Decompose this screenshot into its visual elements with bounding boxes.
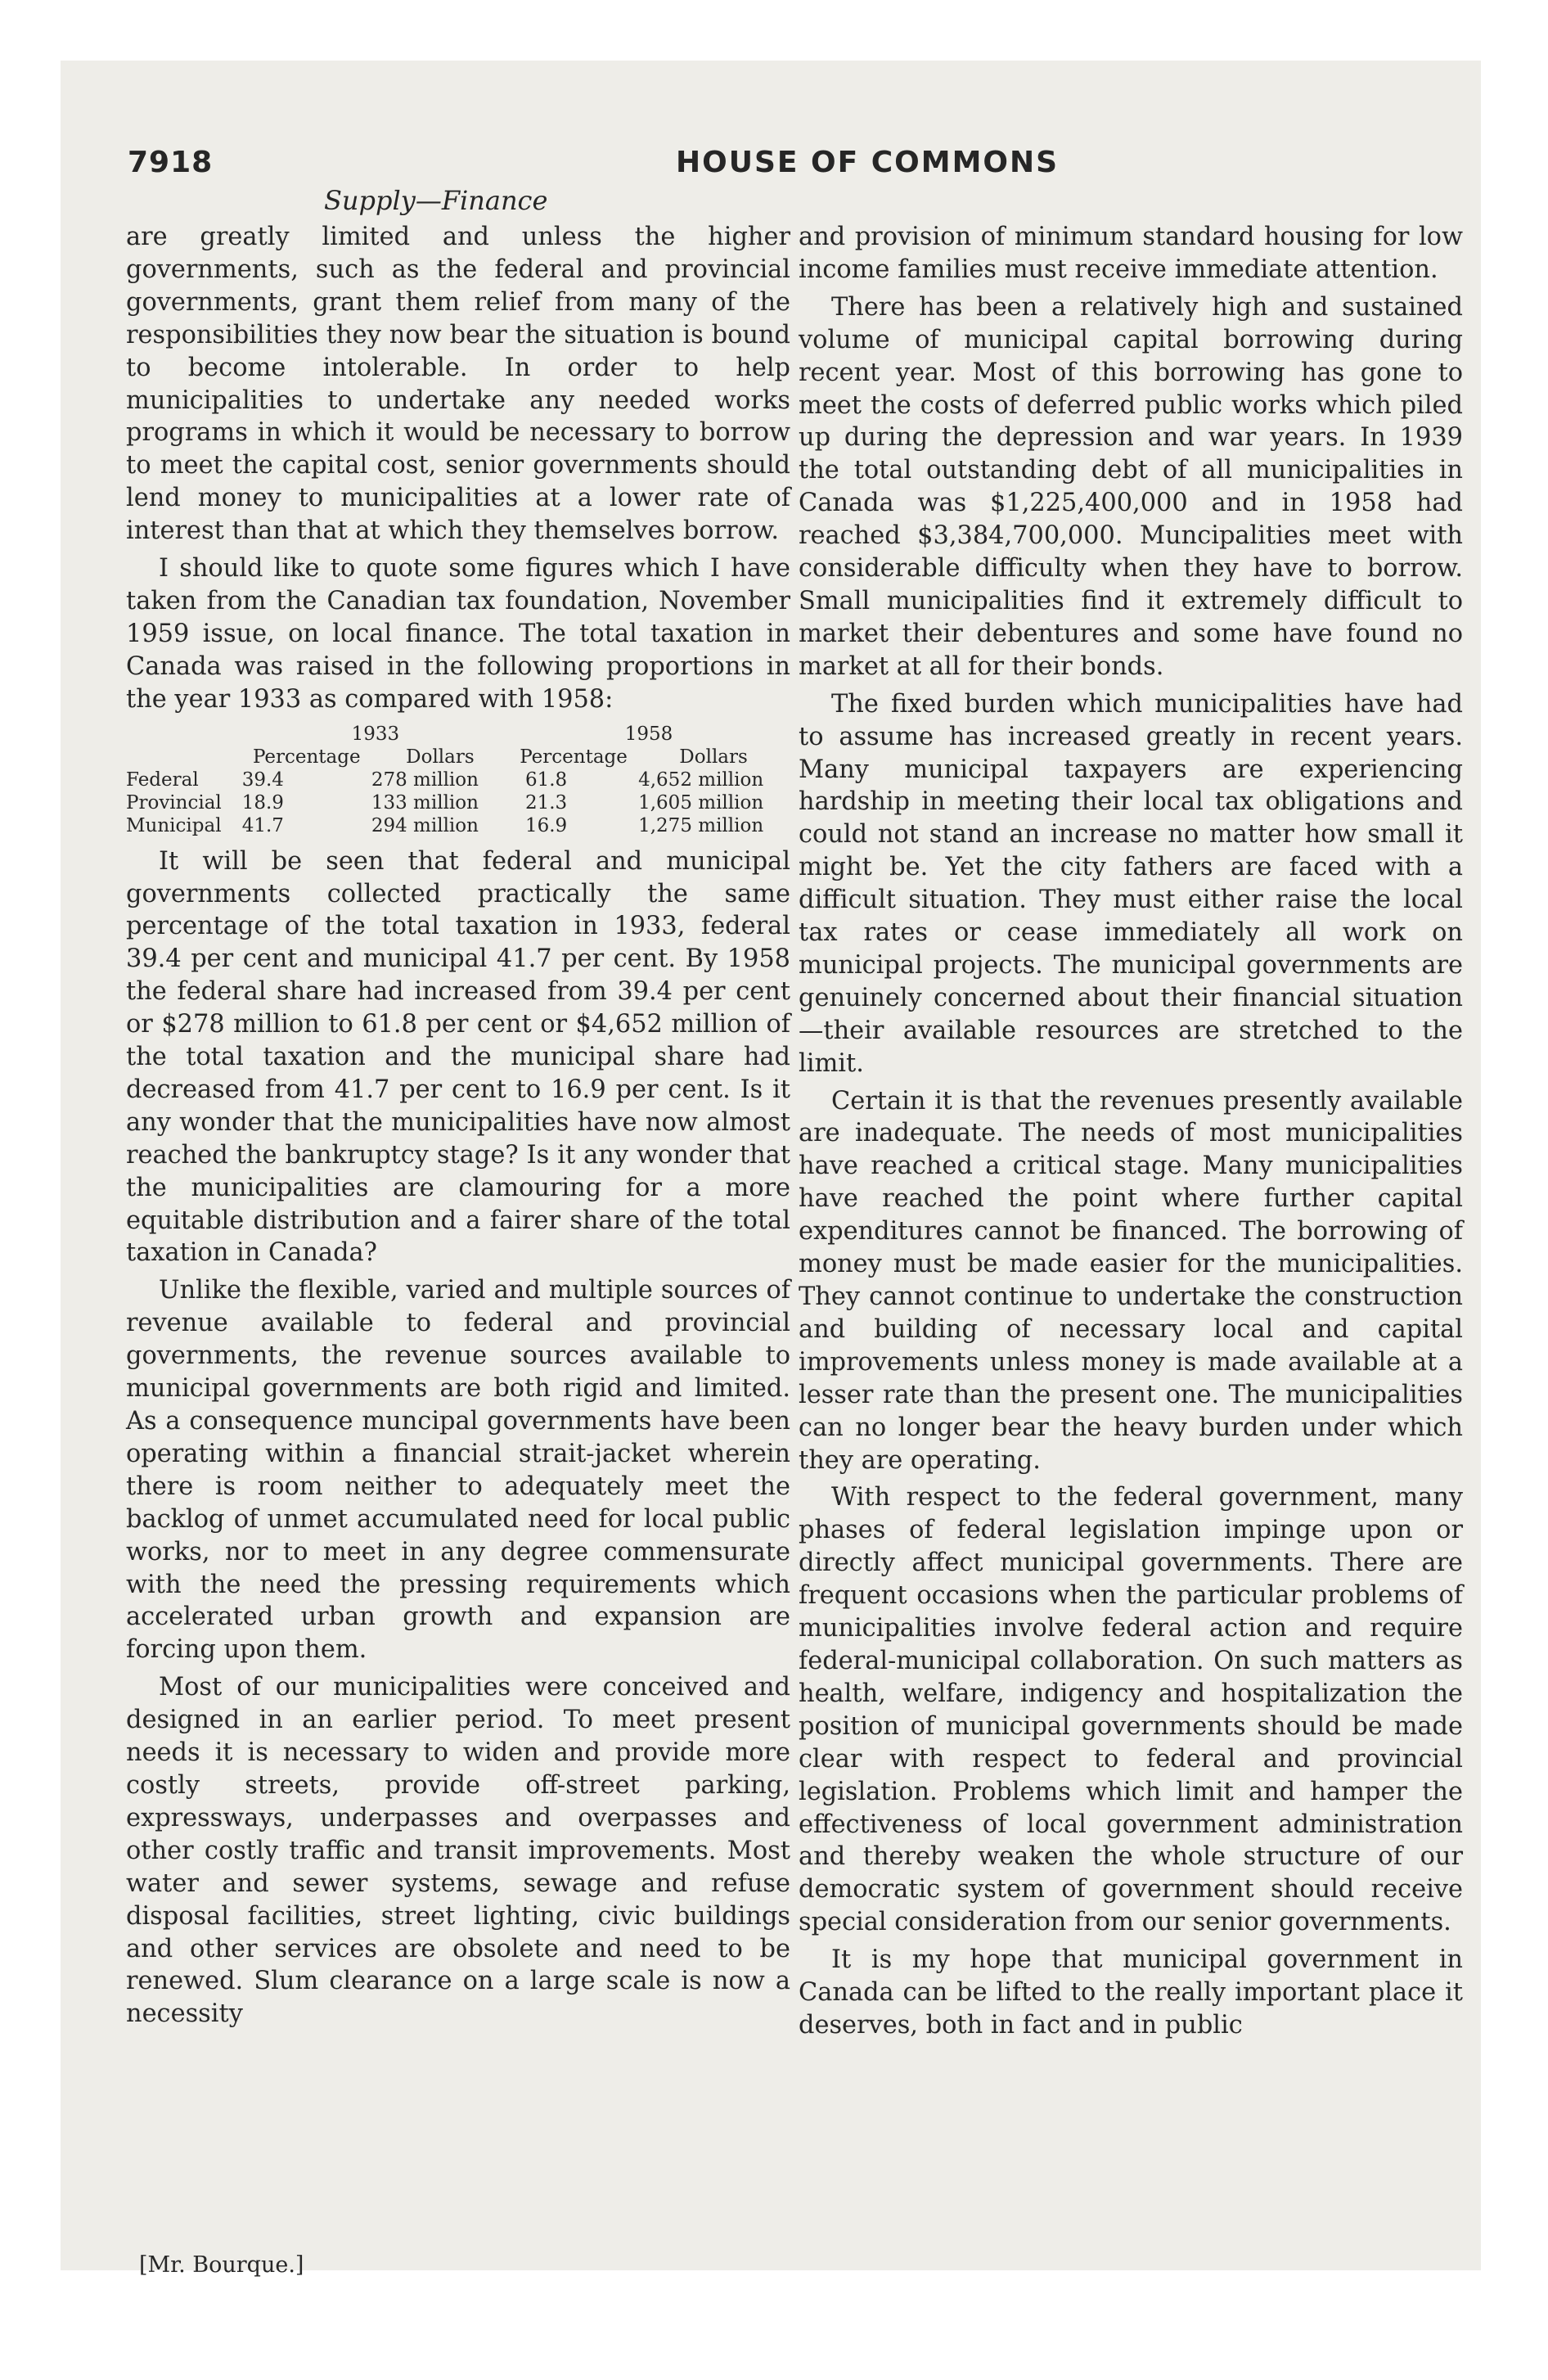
cell: 21.3 bbox=[524, 791, 568, 814]
paragraph: There has been a relatively high and sustained volume of municipal capital borrowing during recent year. Most of this borrowing has gone to meet the costs of deferred public works which piled up during the depression and war years. In 1939 the total outstanding debt of all municipalities in Canada was $1,225,400,000 and in 1958 had reached $3,384,700,000. Muncipalities meet with considerable difficulty when they have to borrow. Small municipalities find it extremely difficult to market their debentures and some have found no market at all for their bonds. bbox=[799, 292, 1463, 681]
cell: 133 million bbox=[371, 791, 479, 814]
row-label: Provincial bbox=[126, 791, 222, 814]
taxation-table bbox=[126, 723, 789, 837]
paragraph: The fixed burden which municipalities have had to assume has increased greatly in recent years. Many municipal taxpayers are experiencing hardship in meeting their local tax obligations and could not stand an increase no matter how small it might be. Yet the city fathers are faced with a difficult situation. They must either raise the local tax rates or cease immediately all work on municipal projects. The municipal governments are genuinely concerned about their financial situation—their available resources are stretched to the limit. bbox=[799, 689, 1463, 1078]
right-column bbox=[799, 221, 1463, 2042]
cell: 1,275 million bbox=[638, 814, 764, 836]
left-column bbox=[126, 221, 790, 2031]
paragraph: Most of our municipalities were conceived and designed in an earlier period. To meet present needs it is necessary to widen and provide more costly streets, provide off-street parking, expressways, underpasses and overpasses and other costly traffic and transit improvements. Most water and sewer systems, sewage and refuse disposal facilities, street lighting, civic buildings and other services are obsolete and need to be renewed. Slum clearance on a large scale is now a necessity bbox=[126, 1673, 790, 2029]
paragraph: Certain it is that the revenues presently available are inadequate. The needs of most municipalities have reached a critical stage. Many municipalities have reached the point where further capital expenditures cannot be financed. The borrowing of money must be made easier for the municipalities. They cannot continue to undertake the construction and building of necessary local and capital improvements unless money is made available at a lesser rate than the present one. The municipalities can no longer bear the heavy burden under which they are operating. bbox=[799, 1086, 1463, 1475]
cell: 41.7 bbox=[241, 814, 284, 836]
paragraph: and provision of minimum standard housing for low income families must receive immediate attention. bbox=[799, 223, 1463, 284]
column-header: Dollars bbox=[406, 746, 475, 768]
scanned-page bbox=[61, 61, 1481, 2278]
cell: 278 million bbox=[371, 769, 479, 791]
paragraph: It is my hope that municipal government in Canada can be lifted to the really important place it deserves, both in fact and in public bbox=[799, 1945, 1463, 2040]
cell: 61.8 bbox=[524, 769, 568, 791]
cell: 18.9 bbox=[241, 791, 284, 814]
cell: 294 million bbox=[371, 814, 479, 836]
year-1958: 1958 bbox=[624, 723, 673, 745]
paragraph: Unlike the flexible, varied and multiple sources of revenue available to federal and provincial governments, the revenue sources available to municipal governments are both rigid and limited. As a consequence muncipal governments have been operating within a financial strait-jacket wherein there is room neither to adequately meet the backlog of unmet accumulated need for local public works, nor to meet in any degree commensurate with the need the pressing requirements which accelerated urban growth and expansion are forcing upon them. bbox=[126, 1276, 790, 1665]
table-year-row bbox=[126, 723, 789, 746]
cell: 39.4 bbox=[241, 769, 284, 791]
paragraph: I should like to quote some figures which I have taken from the Canadian tax foundation, November 1959 issue, on local finance. The total taxation in Canada was raised in the following proportions in the year 1933 as compared with 1958: bbox=[126, 554, 790, 714]
year-1933: 1933 bbox=[351, 723, 400, 745]
table-row bbox=[126, 769, 789, 791]
table-header-row bbox=[126, 746, 789, 769]
page-number: 7918 bbox=[128, 146, 214, 179]
page-header bbox=[128, 146, 1420, 195]
cell: 4,652 million bbox=[638, 769, 764, 791]
speaker-note: [Mr. Bourque.] bbox=[139, 2252, 304, 2278]
column-header: Percentage bbox=[252, 746, 361, 768]
running-title: HOUSE OF COMMONS bbox=[676, 146, 1060, 179]
cell: 16.9 bbox=[524, 814, 568, 836]
section-title: Supply—Finance bbox=[324, 185, 548, 216]
row-label: Federal bbox=[126, 769, 199, 791]
paragraph: are greatly limited and unless the higher governments, such as the federal and provincial governments, grant them relief from many of the responsibilities they now bear the situation is bound to become intolerable. In order to help municipalities to undertake any needed works programs in which it would be necessary to borrow to meet the capital cost, senior governments should lend money to municipalities at a lower rate of interest than that at which they themselves borrow. bbox=[126, 223, 790, 546]
cell: 1,605 million bbox=[638, 791, 764, 814]
table-row bbox=[126, 814, 789, 837]
paragraph: It will be seen that federal and municipal governments collected practically the same percentage of the total taxation in 1933, federal 39.4 per cent and municipal 41.7 per cent. By 1958 the federal share had increased from 39.4 per cent or $278 million to 61.8 per cent or $4,652 million of the total taxation and the municipal share had decreased from 41.7 per cent to 16.9 per cent. Is it any wonder that the municipalities have now almost reached the bankruptcy stage? Is it any wonder that the municipalities are clamouring for a more equitable distribution and a fairer share of the total taxation in Canada? bbox=[126, 846, 790, 1268]
column-header: Percentage bbox=[520, 746, 628, 768]
column-header: Dollars bbox=[679, 746, 748, 768]
paragraph: With respect to the federal government, many phases of federal legislation impinge upon or directly affect municipal governments. There are frequent occasions when the particular problems of municipalities involve federal action and require federal-municipal collaboration. On such matters as health, welfare, indigency and hospitalization the position of municipal governments should be made clear with respect to federal and provincial legislation. Problems which limit and hamper the effectiveness of local government administration and thereby weaken the whole structure of our democratic system of government should receive special consideration from our senior governments. bbox=[799, 1483, 1463, 1937]
table-row bbox=[126, 791, 789, 814]
row-label: Municipal bbox=[126, 814, 222, 836]
